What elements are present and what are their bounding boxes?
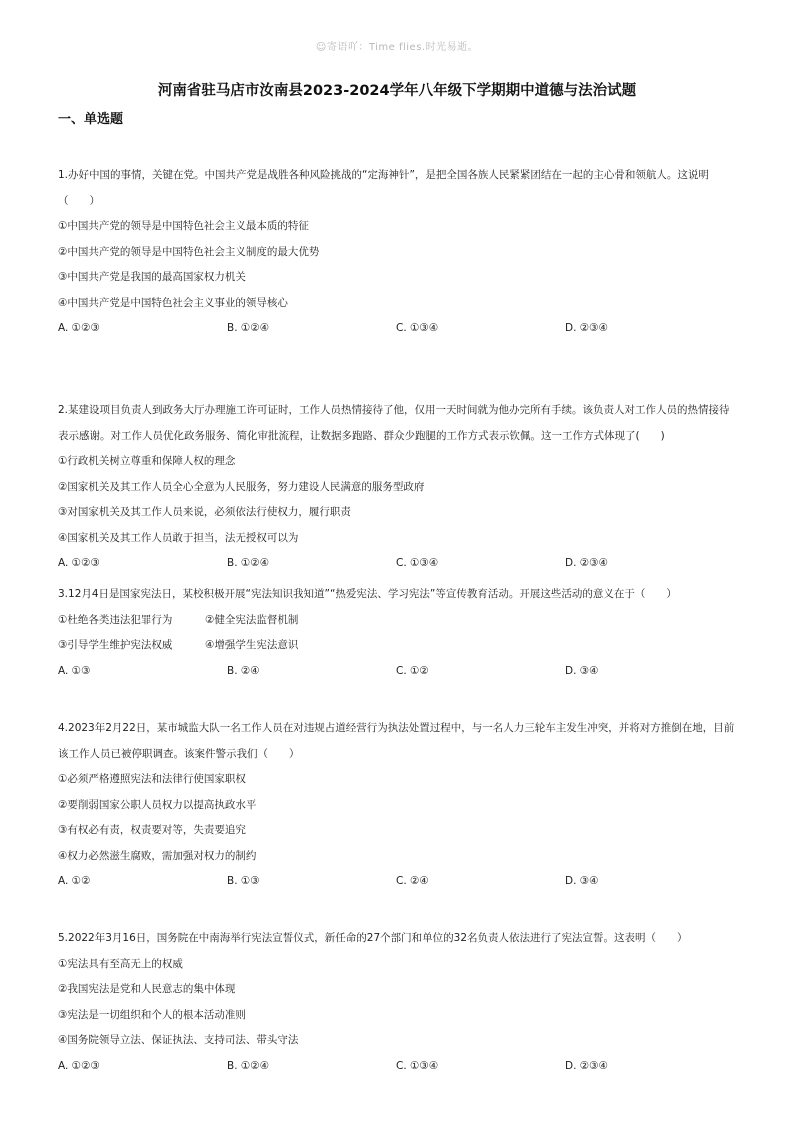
section-heading: 一、单选题 bbox=[58, 112, 124, 127]
question-stem: 2.某建设项目负责人到政务大厅办理施工许可证时，工作人员热情接待了他，仅用一天时间就为他办完所有手续。该负责人对工作人员的热情接待表示感谢。对工作人员优化政务服务、简化审批流程，让数据多跑路、群众少跑腿的工作方式表示钦佩。这一工作方式体现了( ) bbox=[58, 404, 730, 442]
statement-2: ②要削弱国家公职人员权力以提高执政水平 bbox=[58, 798, 257, 811]
choice-a[interactable]: A. ①③ bbox=[58, 664, 91, 677]
statement-4: ④权力必然滋生腐败，需加强对权力的制约 bbox=[58, 849, 257, 862]
question-stem: 5.2022年3月16日，国务院在中南海举行宪法宣誓仪式，新任命的27个部门和单位的32名负责人依法进行了宪法宣誓。这表明（ ） bbox=[58, 932, 688, 944]
question-stem: 4.2023年2月22日，某市城监大队一名工作人员在对违规占道经营行为执法处置过程中，与一名人力三轮车主发生冲突，并将对方推倒在地，目前该工作人员已被停职调查。该案件警示我们（ ） bbox=[58, 722, 735, 760]
choice-a[interactable]: A. ①② bbox=[58, 875, 91, 887]
choice-b[interactable]: B. ①②④ bbox=[227, 557, 270, 569]
statement-3: ③宪法是一切组织和个人的根本活动准则 bbox=[58, 1008, 246, 1021]
choice-d[interactable]: D. ②③④ bbox=[565, 1059, 608, 1072]
choice-a[interactable]: A. ①②③ bbox=[58, 557, 100, 569]
choice-c[interactable]: C. ①② bbox=[396, 664, 429, 677]
answer-choices bbox=[58, 316, 736, 342]
question-4 bbox=[58, 716, 736, 895]
choice-d[interactable]: D. ②③④ bbox=[565, 557, 608, 569]
answer-choices bbox=[58, 1054, 736, 1080]
page-title: 河南省驻马店市汝南县2023-2024学年八年级下学期期中道德与法治试题 bbox=[157, 83, 637, 99]
statement-2: ②国家机关及其工作人员全心全意为人民服务，努力建设人民满意的服务型政府 bbox=[58, 480, 425, 493]
statement-4: ④国务院领导立法、保证执法、支持司法、带头守法 bbox=[58, 1034, 299, 1046]
statement-3: ③引导学生维护宪法权威 bbox=[58, 639, 173, 651]
statement-2: ②中国共产党的领导是中国特色社会主义制度的最大优势 bbox=[58, 245, 320, 258]
statement-1: ①必须严格遵照宪法和法律行使国家职权 bbox=[58, 773, 246, 785]
statement-4: ④国家机关及其工作人员敢于担当，法无授权可以为 bbox=[58, 531, 299, 544]
statement-2: ②健全宪法监督机制 bbox=[205, 613, 299, 626]
answer-choices bbox=[58, 869, 736, 895]
choice-d[interactable]: D. ③④ bbox=[565, 875, 599, 887]
statement-3: ③有权必有责，权责要对等，失责要追究 bbox=[58, 824, 246, 836]
answer-choices bbox=[58, 659, 736, 685]
statement-3: ③中国共产党是我国的最高国家权力机关 bbox=[58, 271, 246, 283]
choice-c[interactable]: C. ②④ bbox=[396, 875, 429, 887]
choice-c[interactable]: C. ①③④ bbox=[396, 322, 439, 334]
choice-c[interactable]: C. ①③④ bbox=[396, 1059, 439, 1072]
statement-2: ②我国宪法是党和人民意志的集中体现 bbox=[58, 983, 236, 995]
choice-d[interactable]: D. ③④ bbox=[565, 664, 599, 677]
question-2 bbox=[58, 398, 736, 577]
question-stem: 3.12月4日是国家宪法日，某校积极开展“宪法知识我知道”“热爱宪法、学习宪法”等宣传教育活动。开展这些活动的意义在于（ ） bbox=[58, 588, 677, 600]
choice-d[interactable]: D. ②③④ bbox=[565, 322, 608, 334]
watermark: ☺寄语吖：Time flies.时光易逝。 bbox=[315, 42, 479, 53]
statement-3: ③对国家机关及其工作人员来说，必须依法行使权力，履行职责 bbox=[58, 506, 351, 518]
question-1 bbox=[58, 163, 736, 342]
statement-1: ①杜绝各类违法犯罪行为 bbox=[58, 613, 173, 626]
question-5 bbox=[58, 926, 736, 1079]
choice-b[interactable]: B. ①②④ bbox=[227, 1059, 270, 1072]
statement-row bbox=[58, 608, 736, 634]
answer-choices bbox=[58, 551, 736, 577]
choice-c[interactable]: C. ①③④ bbox=[396, 557, 439, 569]
choice-b[interactable]: B. ②④ bbox=[227, 664, 260, 677]
statement-1: ①中国共产党的领导是中国特色社会主义最本质的特征 bbox=[58, 220, 309, 232]
statement-4: ④增强学生宪法意识 bbox=[205, 639, 299, 651]
question-3 bbox=[58, 582, 736, 684]
choice-b[interactable]: B. ①③ bbox=[227, 875, 260, 887]
choice-b[interactable]: B. ①②④ bbox=[227, 322, 270, 334]
question-stem: 1.办好中国的事情，关键在党。中国共产党是战胜各种风险挑战的“定海神针”，是把全国各族人民紧紧团结在一起的主心骨和领航人。这说明（ ） bbox=[58, 169, 709, 207]
statement-row bbox=[58, 633, 736, 659]
choice-a[interactable]: A. ①②③ bbox=[58, 1059, 100, 1072]
statement-4: ④中国共产党是中国特色社会主义事业的领导核心 bbox=[58, 296, 288, 309]
statement-1: ①宪法具有至高无上的权威 bbox=[58, 957, 183, 970]
choice-a[interactable]: A. ①②③ bbox=[58, 322, 100, 334]
statement-1: ①行政机关树立尊重和保障人权的理念 bbox=[58, 455, 236, 467]
